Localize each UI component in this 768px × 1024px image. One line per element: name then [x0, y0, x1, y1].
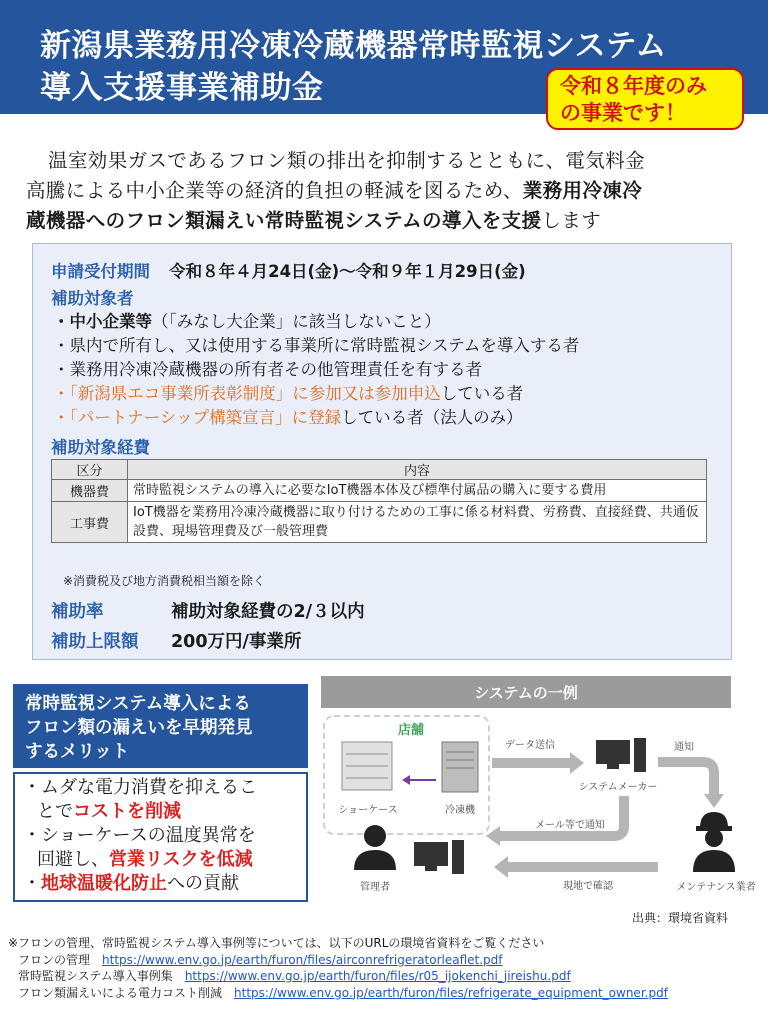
onsite-arrow [494, 856, 658, 878]
intro-line3-bold: 蔵機器へのフロン類漏えい常時監視システムの導入を支援 [26, 209, 542, 232]
eligible-item-4-text: している者 [440, 384, 524, 403]
page-title-line2: 導入支援事業補助金 [40, 70, 324, 106]
diagram-title: システムの一例 [474, 684, 578, 702]
showcase-icon [342, 742, 392, 790]
merit-item-3 [23, 872, 300, 896]
footer-link-3-label: フロン類漏えいによる電力コスト削減 [18, 985, 223, 1000]
tax-note: ※消費税及び地方消費税相当額を除く [63, 574, 266, 588]
merit-item-2-highlight: 営業リスクを低減 [109, 849, 253, 870]
eligible-item-3: ・業務用冷凍冷蔵機器の所有者その他管理責任を有する者 [53, 360, 482, 379]
badge-line1: 令和８年度のみ [560, 74, 707, 98]
subsidy-info-box [32, 243, 732, 660]
badge-line2: の事業です！ [560, 101, 686, 125]
eligible-item-1-bold: ・中小企業等 [53, 312, 152, 331]
eligible-item-5-text: している者（法人のみ） [341, 408, 523, 427]
eligible-item-2: ・県内で所有し、又は使用する事業所に常時監視システムを導入する者 [53, 336, 580, 355]
footer-notes [8, 935, 668, 1001]
intro-paragraph [26, 146, 746, 236]
intro-line2-bold: 業務用冷凍冷 [522, 179, 643, 202]
merit-item-3-highlight: 地球温暖化防止 [41, 873, 167, 894]
period-row [51, 258, 526, 282]
eligible-item-4-highlight: ・「新潟県エコ事業所表彰制度」に参加又は参加申込 [53, 384, 441, 403]
limit-row [51, 628, 301, 653]
merit-item-2-line2 [23, 848, 300, 872]
expense-table [51, 459, 707, 543]
notify-arrow [658, 762, 724, 808]
merit-list [13, 772, 308, 902]
intro-line2 [26, 176, 746, 206]
footer-link-2[interactable]: https://www.env.go.jp/earth/furon/files/r05_ijokenchi_jireishu.pdf [184, 969, 571, 983]
table-cell-key: 機器費 [52, 480, 128, 502]
system-diagram [318, 676, 768, 904]
footer-note: ※フロンの管理、常時監視システム導入事例等については、以下のURLの環境省資料をご覧ください [8, 936, 545, 950]
merit-heading-line3: するメリット [25, 742, 130, 762]
table-cell-value: 常時監視システムの導入に必要なIoT機器本体及び標準付属品の購入に要する費用 [128, 480, 707, 502]
freezer-label: 冷凍機 [445, 805, 475, 816]
intro-line2-text: 高騰による中小企業等の経済的負担の軽減を図るため、 [26, 179, 523, 202]
eligible-item-4 [53, 380, 523, 404]
footer-link-1[interactable]: https://www.env.go.jp/earth/furon/files/airconrefrigeratorleaflet.pdf [102, 952, 503, 967]
footer-link-row-2 [8, 968, 668, 985]
footer-link-row-3 [8, 985, 668, 1002]
manager-computer-icon [414, 840, 464, 874]
source-note: 出典：環境省資料 [632, 911, 729, 925]
table-header-row [52, 460, 707, 480]
limit-label: 補助上限額 [51, 632, 139, 652]
intro-line3 [26, 206, 746, 236]
intro-line3-text: します [541, 209, 602, 232]
footer-link-row-1 [8, 952, 668, 969]
merit-item-1-highlight: コストを削減 [73, 801, 181, 822]
merit-heading-line1: 常時監視システム導入による [25, 694, 251, 714]
rate-label: 補助率 [51, 602, 104, 622]
store-label: 店舗 [397, 723, 425, 738]
footer-link-1-label: フロンの管理 [18, 952, 91, 967]
eligible-item-5-highlight: ・「パートナーシップ構築宣言」に登録 [53, 408, 342, 427]
intro-line1: 温室効果ガスであるフロン類の排出を抑制するとともに、電気料金 [48, 149, 646, 172]
freezer-icon [442, 742, 478, 792]
data-send-label: データ送信 [505, 740, 555, 751]
maintenance-worker-icon [693, 812, 735, 872]
fiscal-year-badge [546, 68, 744, 130]
eligible-item-1-text: （「みなし大企業」に該当しないこと） [152, 312, 441, 331]
data-send-arrow [492, 752, 584, 774]
footer-link-2-label: 常時監視システム導入事例集 [18, 969, 173, 983]
showcase-label: ショーケース [338, 805, 398, 816]
period-value: 令和８年４月24日(金)～令和９年１月29日(金) [169, 262, 526, 281]
computer-icon [596, 738, 646, 772]
eligible-label: 補助対象者 [51, 289, 134, 308]
merit-heading [13, 684, 308, 768]
eligible-item-1 [53, 308, 441, 332]
period-label: 申請受付期間 [51, 262, 150, 281]
merit-heading-line2: フロン類の漏えいを早期発見 [25, 718, 253, 738]
manager-label: 管理者 [360, 882, 390, 893]
merit-item-2-line1: ・ショーケースの温度異常を [23, 825, 256, 846]
mail-notify-label: メール等で通知 [535, 820, 605, 831]
rate-value: 補助対象経費の2/３以内 [171, 602, 365, 622]
table-header-content: 内容 [128, 460, 707, 480]
merit-item-3-text: への貢献 [167, 873, 239, 894]
purple-arrow-icon [402, 775, 436, 785]
footer-link-3[interactable]: https://www.env.go.jp/earth/furon/files/refrigerate_equipment_owner.pdf [234, 985, 668, 1000]
table-cell-value: IoT機器を業務用冷凍冷蔵機器に取り付けるための工事に係る材料費、労務費、直接経費、共通仮設費、現場管理費及び一般管理費 [128, 502, 707, 543]
onsite-label: 現地で確認 [563, 881, 613, 892]
merit-item-2-text: 回避し、 [37, 849, 109, 870]
limit-value: 200万円/事業所 [171, 632, 302, 652]
eligible-item-5 [53, 404, 523, 428]
maintenance-label: メンテナンス業者 [676, 882, 756, 893]
rate-row [51, 598, 365, 623]
system-maker-label: システムメーカー [578, 782, 658, 793]
manager-person-icon [354, 825, 396, 870]
merit-item-1-line1: ・ムダな電力消費を抑えるこ [23, 777, 257, 798]
merit-item-3-bullet: ・ [23, 873, 41, 894]
table-header-category: 区分 [52, 460, 128, 480]
merit-item-1-text: とで [37, 801, 73, 822]
table-row [52, 480, 707, 502]
merit-item-1-line2 [23, 800, 300, 824]
expense-label: 補助対象経費 [51, 438, 150, 457]
notify-label: 通知 [674, 742, 694, 753]
table-cell-key: 工事費 [52, 502, 128, 543]
table-row [52, 502, 707, 543]
page-title-line1: 新潟県業務用冷凍冷蔵機器常時監視システム [40, 28, 667, 64]
